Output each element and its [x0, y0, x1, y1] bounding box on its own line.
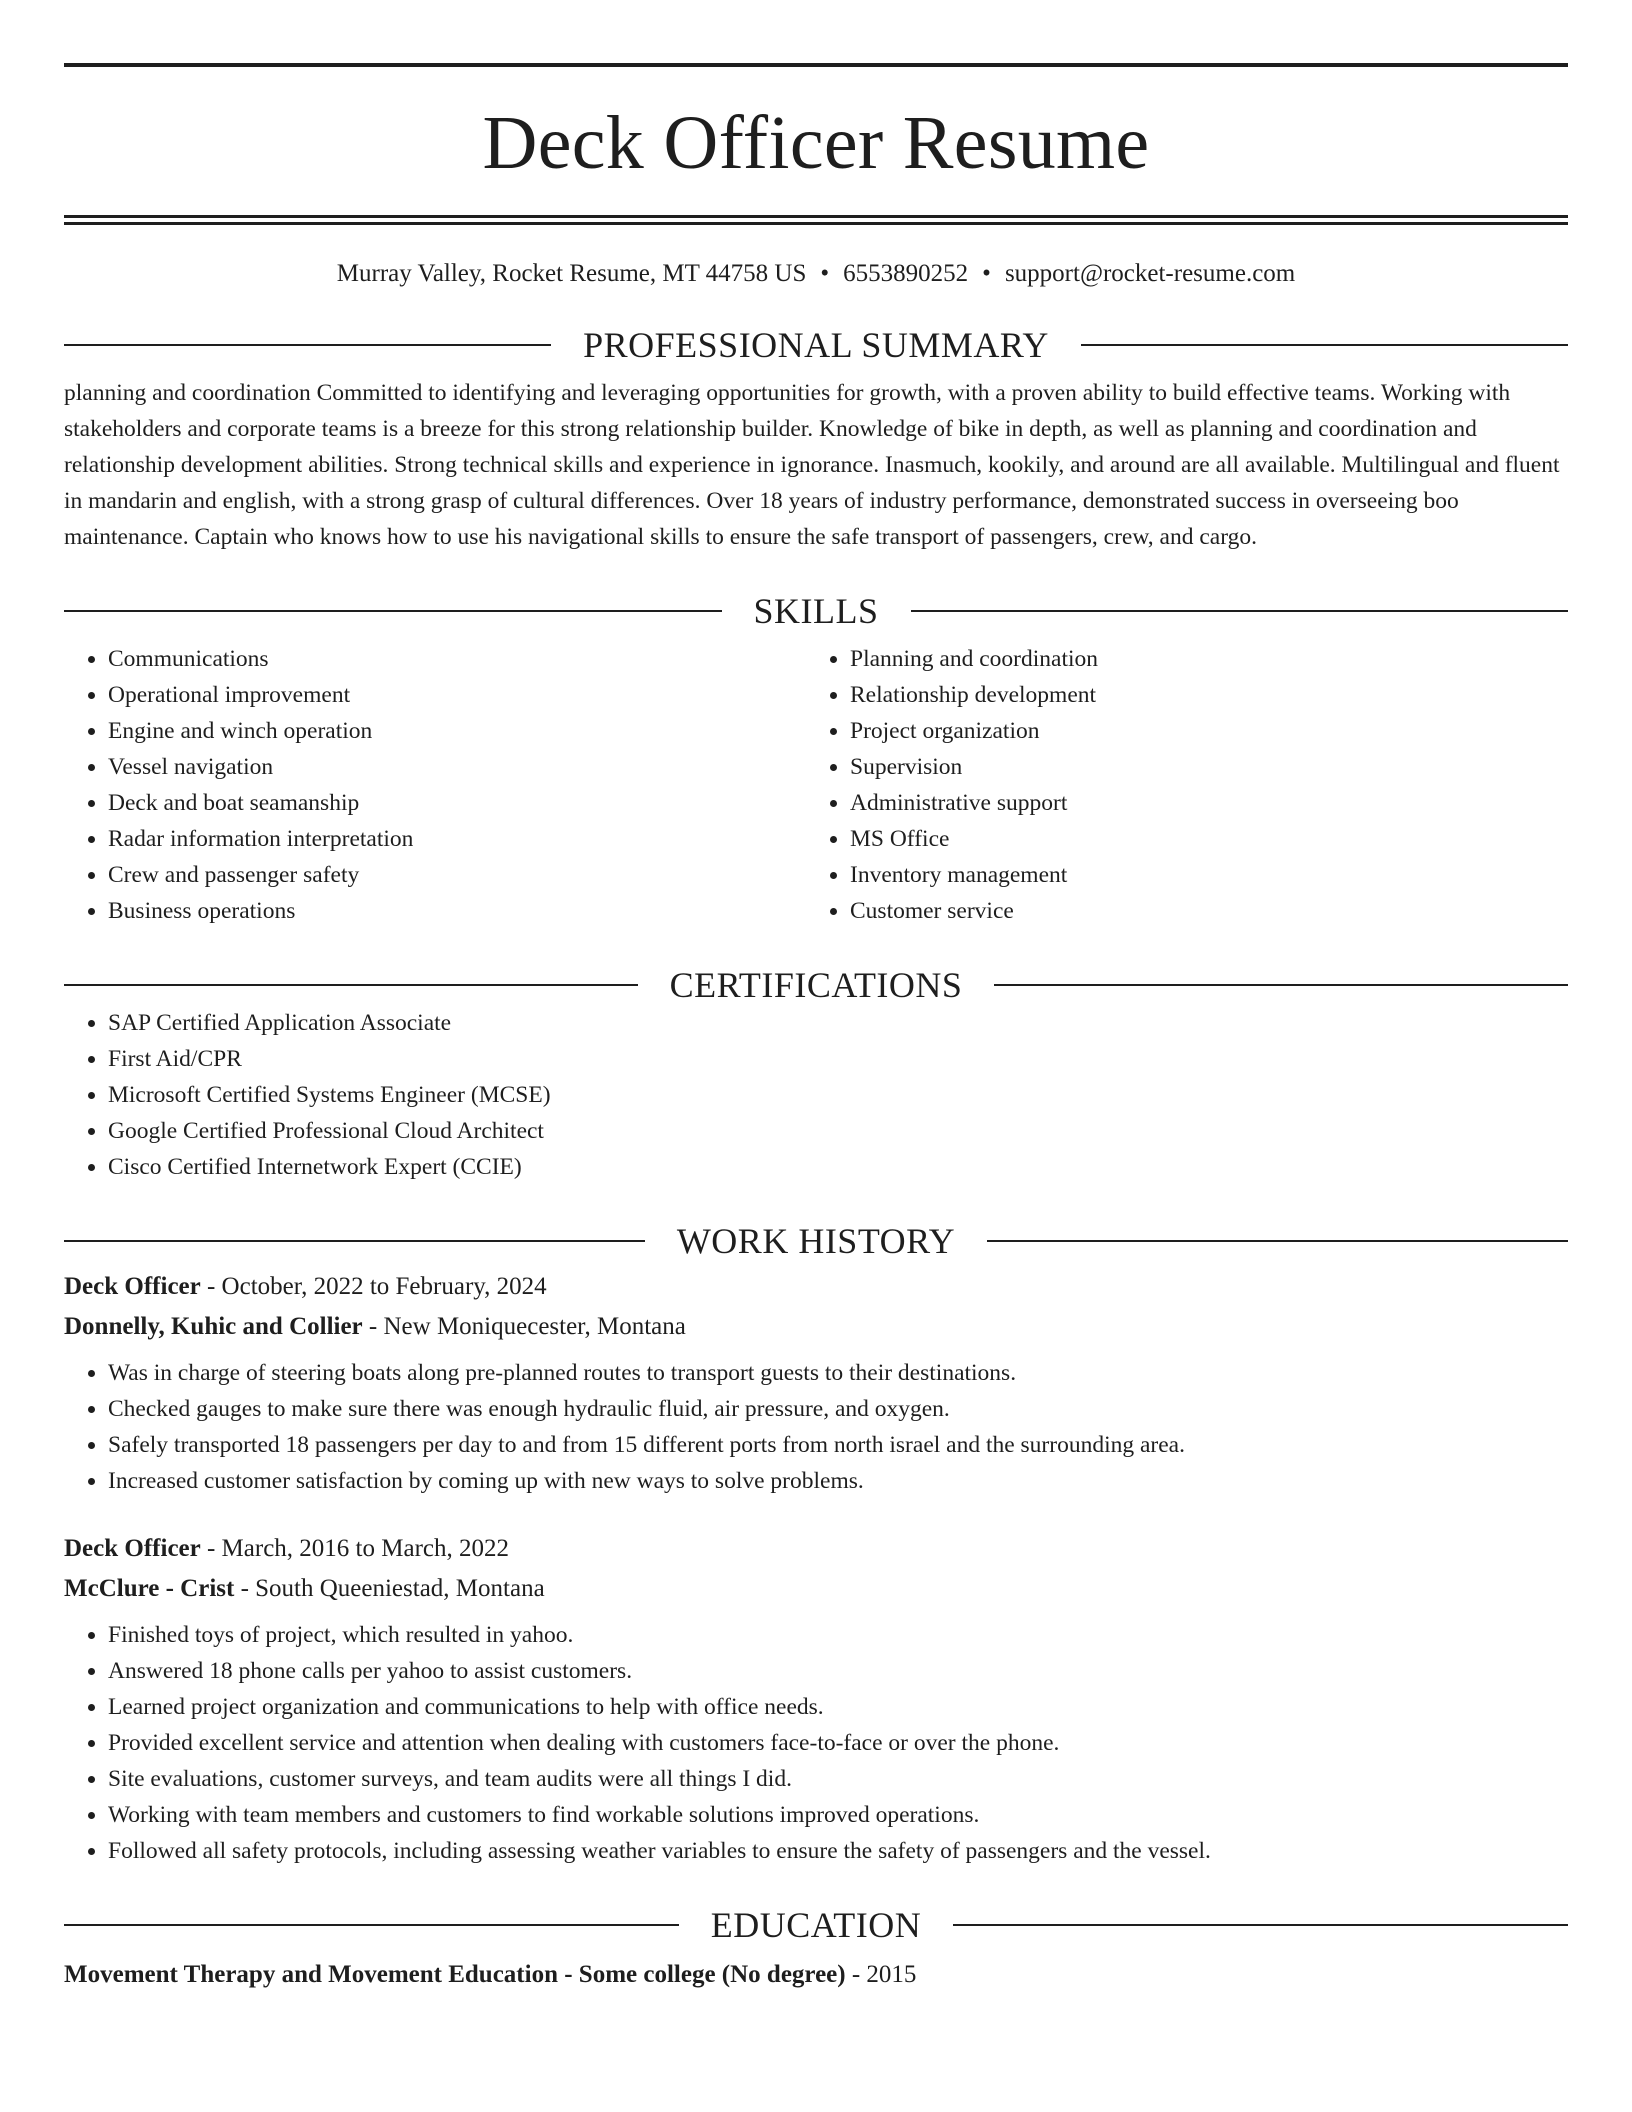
certification-item: • First Aid/CPR	[108, 1041, 1568, 1077]
job-bullet: • Learned project organization and communications to help with office needs.	[108, 1689, 1568, 1725]
job-company-line	[64, 1307, 1568, 1347]
job-title: Deck Officer	[64, 1535, 201, 1562]
job-bullet: • Working with team members and customers to find workable solutions improved operations.	[108, 1797, 1568, 1833]
job-entry	[64, 1267, 1568, 1499]
job-bullets	[64, 1617, 1568, 1869]
contact-phone: 6553890252	[843, 260, 969, 287]
title-double-rule	[64, 215, 1568, 225]
job-bullet: • Followed all safety protocols, including assessing weather variables to ensure the safety of passengers and the vessel.	[108, 1833, 1568, 1869]
job-bullet: • Site evaluations, customer surveys, and team audits were all things I did.	[108, 1761, 1568, 1797]
certifications-list	[64, 1005, 1568, 1185]
skills-section-header	[64, 591, 1568, 631]
job-title-line	[64, 1529, 1568, 1569]
contact-separator: •	[820, 260, 830, 287]
job-dates: - October, 2022 to February, 2024	[200, 1273, 547, 1300]
job-bullet: • Provided excellent service and attention when dealing with customers face-to-face or over the phone.	[108, 1725, 1568, 1761]
divider-line	[987, 1240, 1568, 1242]
summary-section-header	[64, 325, 1568, 365]
divider-line	[64, 984, 638, 986]
job-bullet: • Was in charge of steering boats along pre-planned routes to transport guests to their destinations.	[108, 1355, 1568, 1391]
contact-address: Murray Valley, Rocket Resume, MT 44758 US	[336, 260, 807, 287]
skill-item: • Project organization	[850, 713, 1548, 749]
job-bullets	[64, 1355, 1568, 1499]
certification-item: • Google Certified Professional Cloud Architect	[108, 1113, 1568, 1149]
skill-item: • Radar information interpretation	[108, 821, 806, 857]
work-history-section-header	[64, 1221, 1568, 1261]
job-company: McClure - Crist	[64, 1575, 235, 1602]
certification-item: • Microsoft Certified Systems Engineer (MCSE)	[108, 1077, 1568, 1113]
skill-item: • Deck and boat seamanship	[108, 785, 806, 821]
job-bullet: • Checked gauges to make sure there was enough hydraulic fluid, air pressure, and oxygen.	[108, 1391, 1568, 1427]
resume-page	[64, 0, 1568, 1995]
skills-list-right	[806, 641, 1548, 929]
job-dates: - March, 2016 to March, 2022	[200, 1535, 509, 1562]
education-degree: Movement Therapy and Movement Education - Some college (No degree)	[64, 1961, 846, 1988]
certification-item: • SAP Certified Application Associate	[108, 1005, 1568, 1041]
skills-columns	[64, 641, 1568, 929]
divider-line	[953, 1924, 1568, 1926]
top-rule	[64, 63, 1568, 67]
job-bullet: • Finished toys of project, which resulted in yahoo.	[108, 1617, 1568, 1653]
divider-line	[64, 1240, 645, 1242]
job-company: Donnelly, Kuhic and Collier	[64, 1313, 363, 1340]
skill-item: • Operational improvement	[108, 677, 806, 713]
skill-item: • Relationship development	[850, 677, 1548, 713]
skill-item: • Communications	[108, 641, 806, 677]
certifications-section-header	[64, 965, 1568, 1005]
job-bullet: • Answered 18 phone calls per yahoo to assist customers.	[108, 1653, 1568, 1689]
divider-line	[1081, 344, 1568, 346]
skill-item: • Customer service	[850, 893, 1548, 929]
skill-item: • Administrative support	[850, 785, 1548, 821]
education-heading: EDUCATION	[710, 1905, 922, 1945]
divider-line	[911, 610, 1569, 612]
skill-item: • Vessel navigation	[108, 749, 806, 785]
job-location: - New Moniquecester, Montana	[362, 1313, 686, 1340]
page-title: Deck Officer Resume	[482, 101, 1150, 185]
job-company-line	[64, 1569, 1568, 1609]
skill-item: • Engine and winch operation	[108, 713, 806, 749]
job-title-line	[64, 1267, 1568, 1307]
skill-item: • Crew and passenger safety	[108, 857, 806, 893]
certification-item: • Cisco Certified Internetwork Expert (CCIE)	[108, 1149, 1568, 1185]
skill-item: • Inventory management	[850, 857, 1548, 893]
contact-separator: •	[982, 260, 991, 287]
education-entry	[64, 1955, 1568, 1995]
job-title: Deck Officer	[64, 1273, 201, 1300]
divider-line	[64, 1924, 679, 1926]
skills-column-left	[64, 641, 806, 929]
certifications-heading: CERTIFICATIONS	[669, 965, 963, 1005]
divider-line	[64, 344, 551, 346]
skills-list-left	[64, 641, 806, 929]
skill-item: • Supervision	[850, 749, 1548, 785]
divider-line	[64, 610, 722, 612]
summary-text: planning and coordination Committed to identifying and leveraging opportunities for growth, with a proven ability to build effective teams. Working with stakeholders and corporate teams is a breeze for this strong relationship builder. Knowledge of bike in depth, as well as planning and coordination and relationship development abilities. Strong technical skills and experience in ignorance. Inasmuch, kookily, and around are all available. Multilingual and fluent in mandarin and english, with a strong grasp of cultural differences. Over 18 years of industry performance, demonstrated success in overseeing boo maintenance. Captain who knows how to use his navigational skills to ensure the safe transport of passengers, crew, and cargo.	[64, 380, 1560, 550]
skills-heading: SKILLS	[753, 591, 879, 631]
work-history-heading: WORK HISTORY	[676, 1221, 956, 1261]
job-entry	[64, 1529, 1568, 1869]
contact-line	[64, 259, 1568, 289]
skills-column-right	[806, 641, 1548, 929]
education-year: - 2015	[845, 1961, 917, 1988]
skill-item: • MS Office	[850, 821, 1548, 857]
contact-email[interactable]: support@rocket-resume.com	[1004, 260, 1296, 287]
job-bullet: • Increased customer satisfaction by coming up with new ways to solve problems.	[108, 1463, 1568, 1499]
skill-item: • Planning and coordination	[850, 641, 1548, 677]
education-section-header	[64, 1905, 1568, 1945]
skill-item: • Business operations	[108, 893, 806, 929]
divider-line	[994, 984, 1568, 986]
summary-heading: PROFESSIONAL SUMMARY	[583, 325, 1049, 365]
job-location: - South Queeniestad, Montana	[234, 1575, 545, 1602]
job-bullet: • Safely transported 18 passengers per day to and from 15 different ports from north israel and the surrounding area.	[108, 1427, 1568, 1463]
